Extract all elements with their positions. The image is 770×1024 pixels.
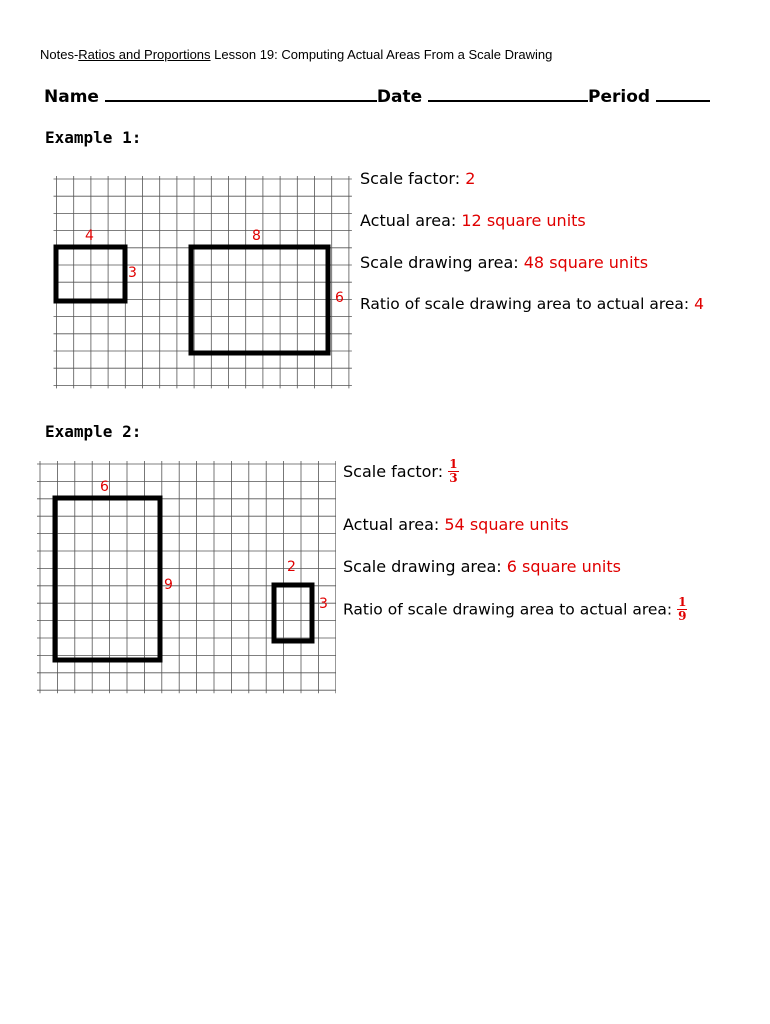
actual-area-label-2: Actual area: <box>343 515 440 534</box>
example1-actual-area <box>360 211 586 230</box>
scale-factor-numerator: 1 <box>449 457 458 471</box>
example1-scale-factor <box>360 169 475 188</box>
scale-area-value: 48 square units <box>523 253 649 272</box>
example2-scale-factor <box>343 458 459 485</box>
example2-small-rectangle <box>274 585 312 641</box>
example1-small-height-label: 3 <box>128 265 137 281</box>
ratio-label: Ratio of scale drawing area to actual area: <box>360 295 690 313</box>
example2-scale-area <box>343 557 621 576</box>
example2-small-width-label: 2 <box>287 559 296 575</box>
scale-factor-denominator: 3 <box>449 471 458 485</box>
example1-small-width-label: 4 <box>85 228 94 244</box>
example1-large-width-label: 8 <box>252 228 261 244</box>
scale-factor-fraction <box>448 458 458 485</box>
example2-grid-figure <box>36 458 336 700</box>
example1-heading: Example 1: <box>45 128 142 147</box>
ratio-fraction <box>677 596 687 623</box>
period-label: Period <box>588 87 651 107</box>
example1-scale-area <box>360 253 648 272</box>
lesson-title: Lesson 19: Computing Actual Areas From a Scale Drawing <box>210 47 553 62</box>
example2-small-height-label: 3 <box>319 596 328 612</box>
example2-large-height-label: 9 <box>164 577 173 593</box>
example1-ratio <box>360 295 704 313</box>
ratio-label-2: Ratio of scale drawing area to actual area: <box>343 600 673 619</box>
name-field[interactable] <box>105 84 377 102</box>
example2-actual-area <box>343 515 569 534</box>
header-prefix: Notes- <box>40 47 79 62</box>
ratio-numerator: 1 <box>678 595 687 609</box>
example2-large-width-label: 6 <box>100 479 109 495</box>
document-header <box>40 47 552 62</box>
date-label: Date <box>376 87 423 107</box>
scale-area-label: Scale drawing area: <box>360 253 519 272</box>
course-title: Ratios and Proportions <box>78 47 211 62</box>
example2-ratio <box>343 596 687 623</box>
date-field[interactable] <box>428 84 588 102</box>
example1-large-height-label: 6 <box>335 290 344 306</box>
grid1 <box>54 176 352 388</box>
scale-factor-label-2: Scale factor: <box>343 462 444 481</box>
actual-area-value: 12 square units <box>461 211 586 230</box>
period-field[interactable] <box>656 84 710 102</box>
actual-area-value-2: 54 square units <box>444 515 569 534</box>
example1-grid-figure <box>40 176 360 396</box>
actual-area-label: Actual area: <box>360 211 457 230</box>
scale-area-label-2: Scale drawing area: <box>343 557 502 576</box>
scale-factor-label: Scale factor: <box>360 169 461 188</box>
scale-factor-value: 2 <box>465 169 476 188</box>
scale-area-value-2: 6 square units <box>506 557 621 576</box>
ratio-value: 4 <box>694 295 704 313</box>
ratio-denominator: 9 <box>678 609 687 623</box>
example2-heading: Example 2: <box>45 422 142 441</box>
name-label: Name <box>44 87 99 107</box>
student-info-row <box>44 84 710 107</box>
